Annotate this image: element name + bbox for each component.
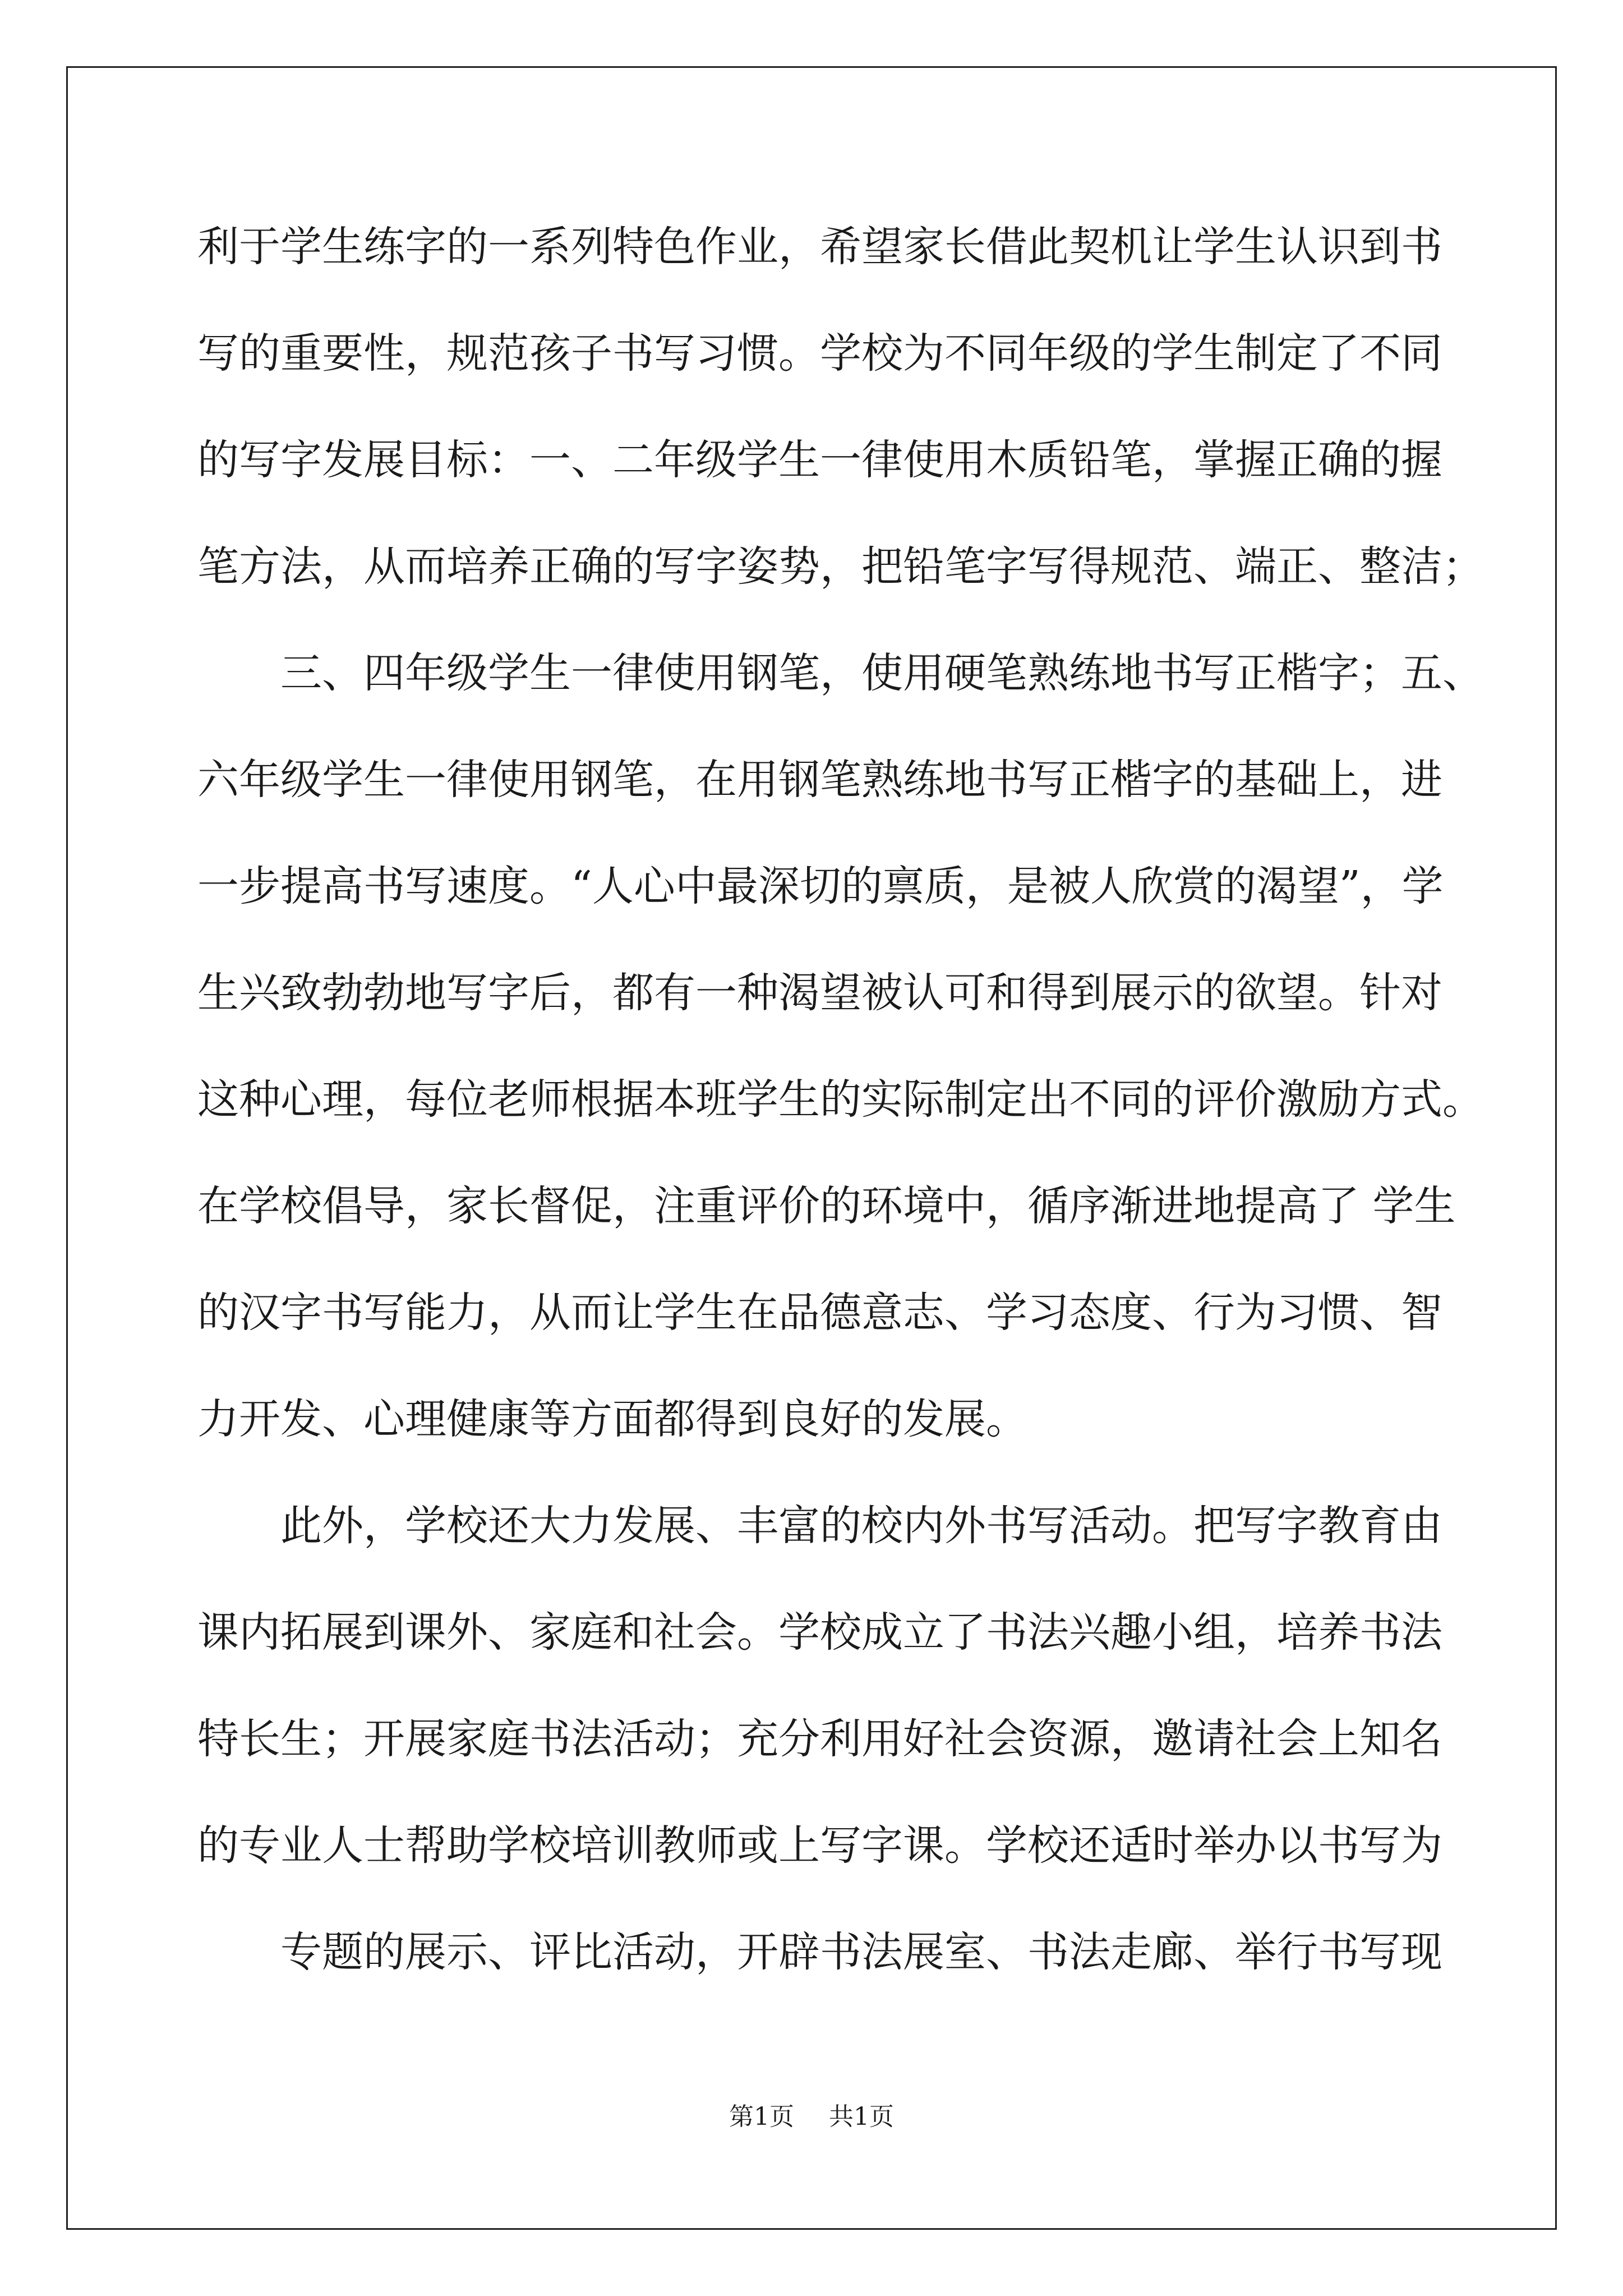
text-line: 六年级学生一律使用钢笔，在用钢笔熟练地书写正楷字的基础上，进 xyxy=(197,756,1442,804)
text-line: 此外，学校还大力发展、丰富的校内外书写活动。把写字教育由 xyxy=(280,1502,1442,1550)
text-line: 专题的展示、评比活动，开辟书法展室、书法走廊、举行书写现 xyxy=(280,1928,1442,1976)
text-line: 力开发、心理健康等方面都得到良好的发展。 xyxy=(197,1395,1027,1443)
text-line: 生兴致勃勃地写字后，都有一种渴望被认可和得到展示的欲望。针对 xyxy=(197,969,1442,1017)
text-line: 这种心理，每位老师根据本班学生的实际制定出不同的评价激励方式。 xyxy=(197,1075,1484,1124)
text-line: 写的重要性，规范孩子书写习惯。学校为不同年级的学生制定了不同 xyxy=(197,329,1442,378)
text-line: 一步提高书写速度。“人心中最深切的禀质，是被人欣赏的渴望”，学 xyxy=(197,862,1444,910)
page-total: 共1页 xyxy=(829,2102,894,2131)
text-line: 三、四年级学生一律使用钢笔，使用硬笔熟练地书写正楷字；五、 xyxy=(280,649,1484,697)
text-line: 课内拓展到课外、家庭和社会。学校成立了书法兴趣小组，培养书法 xyxy=(197,1608,1442,1657)
document-body xyxy=(197,213,1484,2025)
page-number: 第1页 xyxy=(729,2102,794,2131)
text-line: 利于学生练字的一系列特色作业，希望家长借此契机让学生认识到书 xyxy=(197,223,1442,271)
text-line: 在学校倡导，家长督促，注重评价的环境中，循序渐进地提高了 学生 xyxy=(197,1182,1456,1230)
page-footer xyxy=(0,2100,1623,2134)
text-line: 笔方法，从而培养正确的写字姿势，把铅笔字写得规范、端正、整洁； xyxy=(197,542,1484,591)
text-line: 的写字发展目标：一、二年级学生一律使用木质铅笔，掌握正确的握 xyxy=(197,436,1442,484)
text-line: 的汉字书写能力，从而让学生在品德意志、学习态度、行为习惯、智 xyxy=(197,1289,1442,1337)
text-line: 特长生；开展家庭书法活动；充分利用好社会资源，邀请社会上知名 xyxy=(197,1715,1442,1763)
text-line: 的专业人士帮助学校培训教师或上写字课。学校还适时举办以书写为 xyxy=(197,1821,1442,1870)
